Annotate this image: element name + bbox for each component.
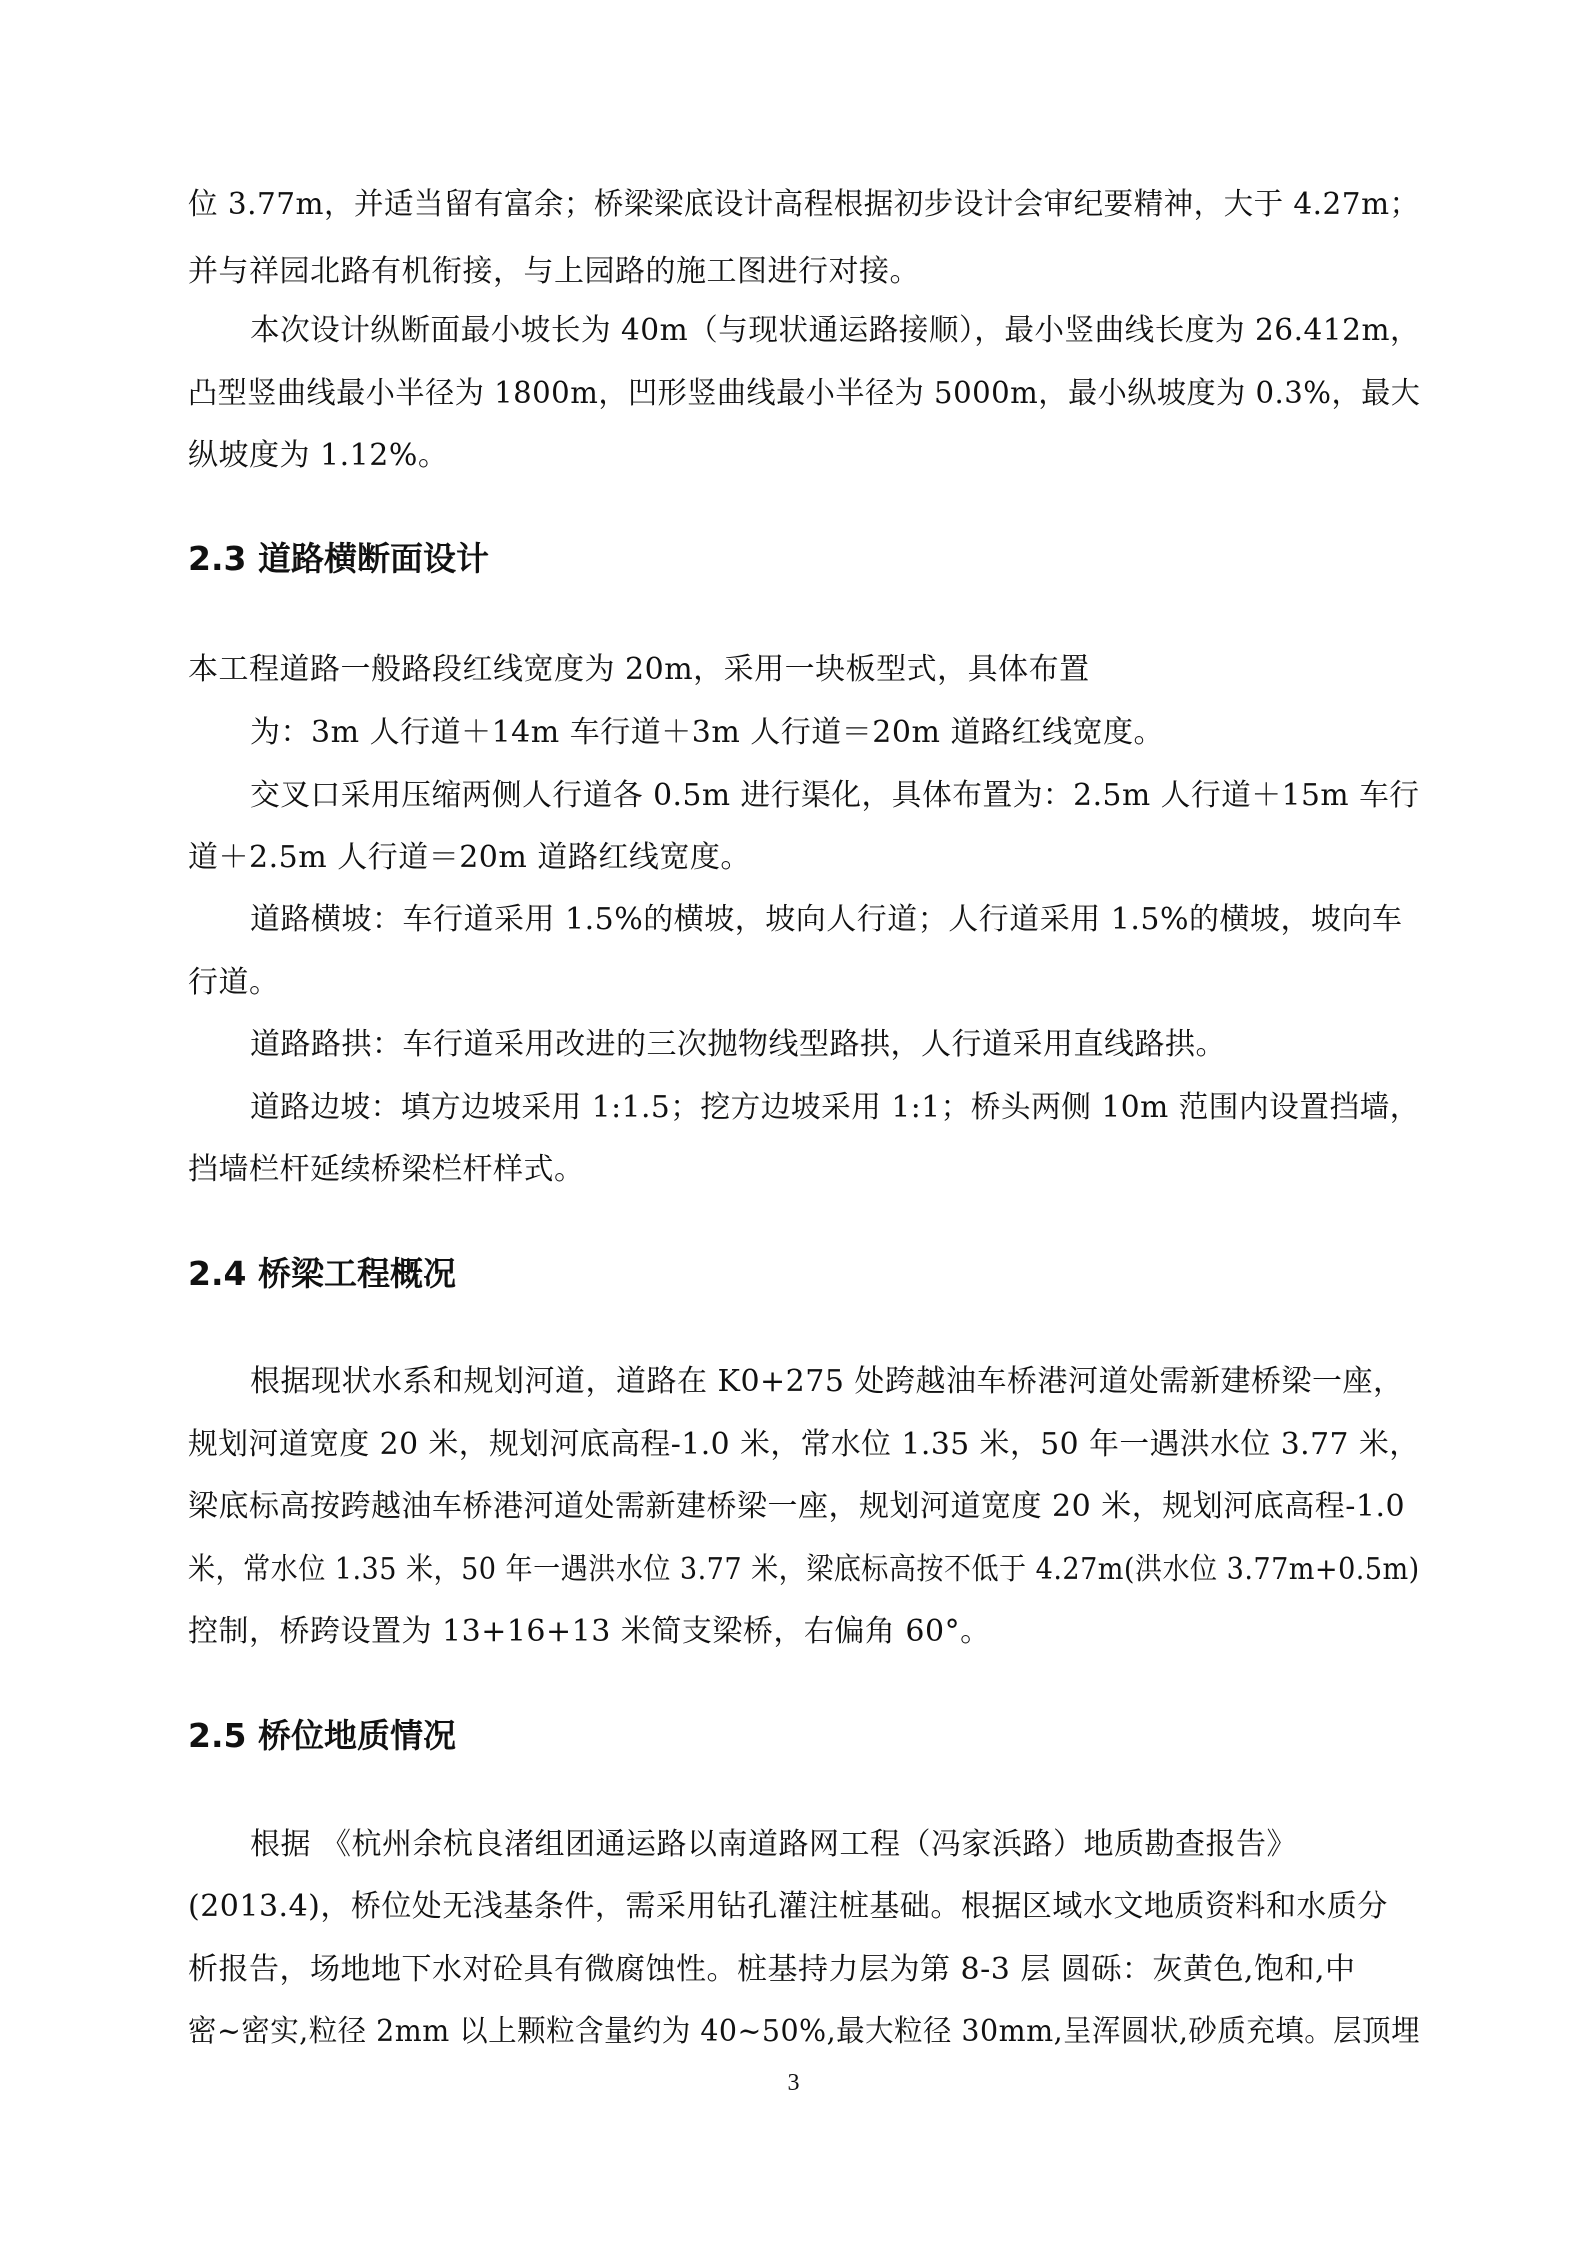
paragraph-line: 控制，桥跨设置为 13+16+13 米简支梁桥，右偏角 60°。 — [188, 1614, 991, 1649]
paragraph-line: 行道。 — [188, 965, 280, 1000]
paragraph-line: 纵坡度为 1.12%。 — [188, 438, 449, 473]
paragraph-line: 交叉口采用压缩两侧人行道各 0.5m 进行渠化，具体布置为：2.5m 人行道＋15m 车行 — [250, 778, 1420, 813]
paragraph-line: 道＋2.5m 人行道＝20m 道路红线宽度。 — [188, 840, 751, 875]
paragraph-line: 梁底标高按跨越油车桥港河道处需新建桥梁一座，规划河道宽度 20 米，规划河底高程-1.0 — [188, 1489, 1406, 1524]
section-heading: 2.3 道路横断面设计 — [188, 539, 489, 578]
paragraph-line: 析报告，场地地下水对砼具有微腐蚀性。桩基持力层为第 8-3 层 圆砾：灰黄色,饱和,中 — [188, 1952, 1356, 1987]
paragraph-line: 本次设计纵断面最小坡长为 40m（与现状通运路接顺），最小竖曲线长度为 26.412m， — [250, 313, 1421, 348]
paragraph-line: 道路边坡：填方边坡采用 1:1.5；挖方边坡采用 1:1；桥头两侧 10m 范围内设置挡墙， — [250, 1090, 1420, 1125]
paragraph-line: 凸型竖曲线最小半径为 1800m，凹形竖曲线最小半径为 5000m，最小纵坡度为 0.3%，最大 — [188, 376, 1421, 411]
paragraph-line: 道路横坡：车行道采用 1.5%的横坡，坡向人行道；人行道采用 1.5%的横坡，坡向车 — [250, 902, 1403, 937]
paragraph-line: 米，常水位 1.35 米，50 年一遇洪水位 3.77 米，梁底标高按不低于 4.27m(洪水位 3.77m+0.5m) — [188, 1552, 1420, 1587]
paragraph-line: 为：3m 人行道＋14m 车行道＋3m 人行道＝20m 道路红线宽度。 — [250, 715, 1164, 750]
section-heading: 2.4 桥梁工程概况 — [188, 1254, 456, 1293]
paragraph-line: 本工程道路一般路段红线宽度为 20m，采用一块板型式，具体布置 — [188, 652, 1090, 687]
paragraph-line: 位 3.77m，并适当留有富余；桥梁梁底设计高程根据初步设计会审纪要精神，大于 4.27m； — [188, 187, 1420, 222]
paragraph-line: 并与祥园北路有机衔接，与上园路的施工图进行对接。 — [188, 254, 920, 289]
paragraph-line: 密~密实,粒径 2mm 以上颗粒含量约为 40~50%,最大粒径 30mm,呈浑圆状,砂质充填。层顶埋 — [188, 2014, 1421, 2049]
paragraph-line: (2013.4)，桥位处无浅基条件，需采用钻孔灌注桩基础。根据区域水文地质资料和水质分 — [188, 1889, 1388, 1924]
paragraph-line: 道路路拱：车行道采用改进的三次抛物线型路拱，人行道采用直线路拱。 — [250, 1027, 1226, 1062]
page-number: 3 — [787, 2070, 800, 2096]
paragraph-line: 根据现状水系和规划河道，道路在 K0+275 处跨越油车桥港河道处需新建桥梁一座， — [250, 1364, 1404, 1399]
section-heading: 2.5 桥位地质情况 — [188, 1716, 456, 1755]
paragraph-line: 规划河道宽度 20 米，规划河底高程-1.0 米，常水位 1.35 米，50 年一遇洪水位 3.77 米， — [188, 1427, 1420, 1462]
paragraph-line: 挡墙栏杆延续桥梁栏杆样式。 — [188, 1152, 585, 1187]
paragraph-line: 根据 《杭州余杭良渚组团通运路以南道路网工程（冯家浜路）地质勘查报告》 — [250, 1827, 1298, 1862]
